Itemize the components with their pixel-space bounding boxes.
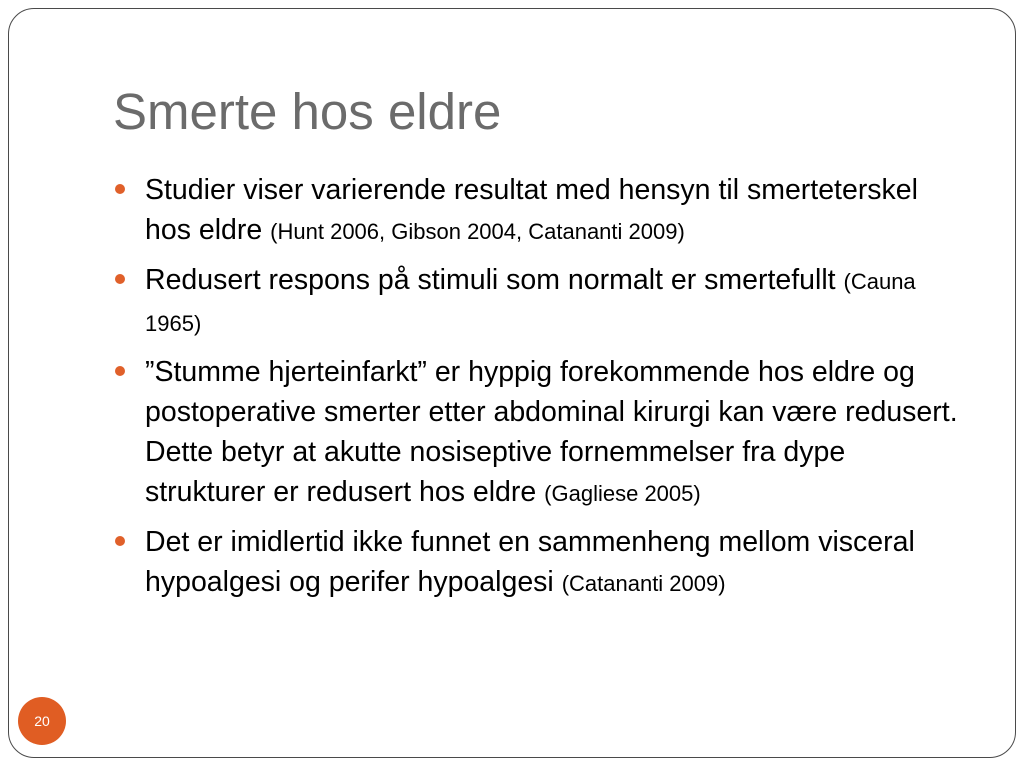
bullet-item [115,260,965,344]
bullet-item [115,170,965,252]
bullet-text: Redusert respons på stimuli som normalt er smertefullt [145,264,844,296]
bullet-list [115,170,965,612]
bullet-dot-icon [115,274,125,284]
bullet-reference: (Hunt 2006, Gibson 2004, Catananti 2009) [270,219,685,244]
bullet-text: Studier viser varierende resultat med hensyn til smerteterskel hos eldre [145,174,918,246]
slide-title: Smerte hos eldre [113,83,502,140]
bullet-reference: (Cauna 1965) [145,269,916,336]
bullet-item [115,522,965,604]
bullet-reference: (Catananti 2009) [561,571,726,596]
bullet-dot-icon [115,536,125,546]
page-number-badge: 20 [18,697,66,745]
bullet-text: ”Stumme hjerteinfarkt” er hyppig forekommende hos eldre og postoperative smerter etter abdominal kirurgi kan være redusert. Dette betyr at akutte nosiseptive fornemmelser fra dype strukturer er redusert hos eldre [145,356,958,508]
bullet-text: Det er imidlertid ikke funnet en sammenheng mellom visceral hypoalgesi og perifer hypoalgesi [145,526,915,598]
bullet-dot-icon [115,184,125,194]
bullet-item [115,352,965,514]
bullet-reference: (Gagliese 2005) [544,481,701,506]
bullet-dot-icon [115,366,125,376]
